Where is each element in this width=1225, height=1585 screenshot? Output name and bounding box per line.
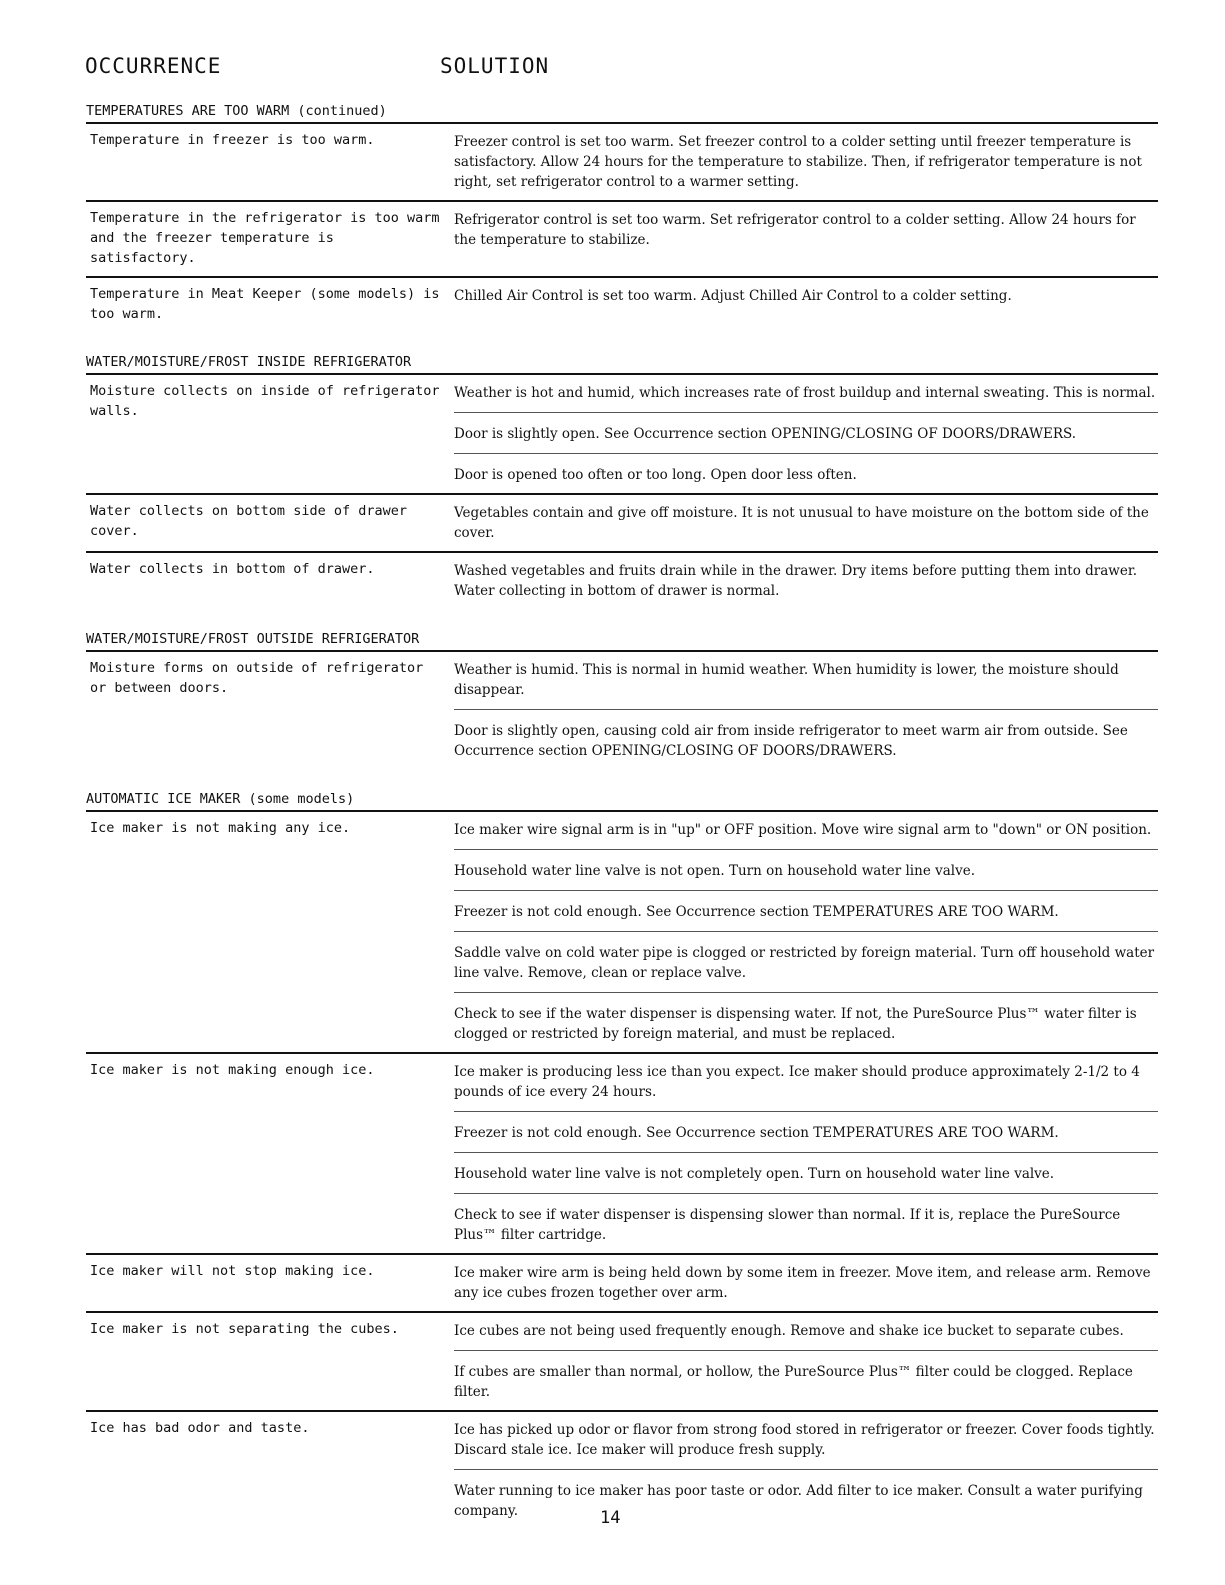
- occurrence-row: [86, 495, 1158, 553]
- solution-text: Freezer control is set too warm. Set freezer control to a colder setting until freezer temperature is satisfactory. Allow 24 hours for the temperature to stabilize. Then, if refrigerator temperature is not right, set refrigerator control to a warmer setting.: [454, 134, 1142, 190]
- section-body: [86, 375, 1158, 609]
- occurrence-row: [86, 278, 1158, 332]
- solution-text: Chilled Air Control is set too warm. Adjust Chilled Air Control to a colder setting.: [454, 288, 1012, 304]
- solution-text: Freezer is not cold enough. See Occurrence section TEMPERATURES ARE TOO WARM.: [454, 900, 1158, 932]
- occurrence-text: Temperature in Meat Keeper (some models) is too warm.: [90, 286, 440, 322]
- occurrence-text: Ice maker is not making enough ice.: [90, 1062, 375, 1078]
- occurrence-text: Temperature in freezer is too warm.: [90, 132, 375, 148]
- solution-text: Vegetables contain and give off moisture. It is not unusual to have moisture on the bottom side of the cover.: [454, 505, 1149, 541]
- solution-text: Check to see if the water dispenser is dispensing water. If not, the PureSource Plus™ water filter is clogged or restricted by foreign material, and must be replaced.: [454, 1006, 1137, 1042]
- solution-text: Door is slightly open. See Occurrence section OPENING/CLOSING OF DOORS/DRAWERS.: [454, 422, 1158, 454]
- section-title: WATER/MOISTURE/FROST OUTSIDE REFRIGERATOR: [86, 631, 420, 647]
- solution-list: [454, 818, 1158, 1044]
- occurrence-row: [86, 1255, 1158, 1313]
- occurrence-text: Ice maker is not making any ice.: [90, 820, 351, 836]
- occurrence-header: OCCURRENCE: [85, 54, 222, 78]
- solution-list: [454, 1261, 1158, 1303]
- occurrence-text: Moisture forms on outside of refrigerator or between doors.: [90, 660, 424, 696]
- solution-text: Door is slightly open, causing cold air from inside refrigerator to meet warm air from outside. See Occurrence section OPENING/CLOSING OF DOORS/DRAWERS.: [454, 723, 1128, 759]
- section-title: TEMPERATURES ARE TOO WARM (continued): [86, 103, 387, 119]
- section-title: AUTOMATIC ICE MAKER (some models): [86, 791, 355, 807]
- occurrence-row: [86, 124, 1158, 202]
- solution-text: Ice cubes are not being used frequently enough. Remove and shake ice bucket to separate cubes.: [454, 1319, 1158, 1351]
- occurrence-row: [86, 202, 1158, 278]
- solution-text: Check to see if water dispenser is dispensing slower than normal. If it is, replace the PureSource Plus™ filter cartridge.: [454, 1207, 1121, 1243]
- solution-text: Household water line valve is not completely open. Turn on household water line valve.: [454, 1162, 1158, 1194]
- solution-list: [454, 381, 1158, 485]
- solution-list: [454, 1418, 1158, 1521]
- solution-list: [454, 1060, 1158, 1245]
- solution-text: Door is opened too often or too long. Open door less often.: [454, 467, 857, 483]
- occurrence-text: Moisture collects on inside of refrigerator walls.: [90, 383, 440, 419]
- solution-text: Water running to ice maker has poor taste or odor. Add filter to ice maker. Consult a water purifying company.: [454, 1483, 1143, 1519]
- occurrence-text: Ice maker is not separating the cubes.: [90, 1321, 399, 1337]
- solution-text: Washed vegetables and fruits drain while in the drawer. Dry items before putting them into drawer. Water collecting in bottom of drawer is normal.: [454, 563, 1138, 599]
- section-title: WATER/MOISTURE/FROST INSIDE REFRIGERATOR: [86, 354, 412, 370]
- solution-text: Ice has picked up odor or flavor from strong food stored in refrigerator or freezer. Cover foods tightly. Discard stale ice. Ice maker will produce fresh supply.: [454, 1418, 1158, 1470]
- occurrence-row: [86, 812, 1158, 1054]
- page-number: 14: [600, 1508, 621, 1528]
- solution-text: Weather is humid. This is normal in humid weather. When humidity is lower, the moisture should disappear.: [454, 658, 1158, 710]
- solution-text: Refrigerator control is set too warm. Set refrigerator control to a colder setting. Allow 24 hours for the temperature to stabilize.: [454, 212, 1136, 248]
- occurrence-text: Temperature in the refrigerator is too warm and the freezer temperature is satisfactory.: [90, 210, 440, 266]
- solution-text: Ice maker wire arm is being held down by some item in freezer. Move item, and release arm. Remove any ice cubes frozen together over arm.: [454, 1265, 1151, 1301]
- solution-text: Household water line valve is not open. Turn on household water line valve.: [454, 859, 1158, 891]
- solution-text: Saddle valve on cold water pipe is clogged or restricted by foreign material. Turn off household water line valve. Remove, clean or replace valve.: [454, 941, 1158, 993]
- occurrence-row: [86, 553, 1158, 609]
- solution-text: Weather is hot and humid, which increases rate of frost buildup and internal sweating. This is normal.: [454, 381, 1158, 413]
- occurrence-text: Ice maker will not stop making ice.: [90, 1263, 375, 1279]
- solution-text: Ice maker is producing less ice than you expect. Ice maker should produce approximately 2-1/2 to 4 pounds of ice every 24 hours.: [454, 1060, 1158, 1112]
- section-body: [86, 812, 1158, 1529]
- section-body: [86, 652, 1158, 769]
- solution-list: [454, 559, 1158, 601]
- solution-list: [454, 1319, 1158, 1402]
- occurrence-row: [86, 1412, 1158, 1529]
- solution-list: [454, 208, 1158, 268]
- solution-list: [454, 130, 1158, 192]
- solution-list: [454, 284, 1158, 324]
- solution-text: Ice maker wire signal arm is in "up" or OFF position. Move wire signal arm to "down" or ON position.: [454, 818, 1158, 850]
- occurrence-text: Water collects on bottom side of drawer cover.: [90, 503, 407, 539]
- troubleshooting-table: [86, 103, 1158, 1529]
- occurrence-row: [86, 652, 1158, 769]
- solution-list: [454, 501, 1158, 543]
- occurrence-text: Ice has bad odor and taste.: [90, 1420, 310, 1436]
- solution-header: SOLUTION: [440, 54, 550, 78]
- occurrence-row: [86, 375, 1158, 495]
- solution-text: If cubes are smaller than normal, or hollow, the PureSource Plus™ filter could be clogged. Replace filter.: [454, 1364, 1133, 1400]
- occurrence-row: [86, 1313, 1158, 1412]
- occurrence-text: Water collects in bottom of drawer.: [90, 561, 375, 577]
- section-body: [86, 124, 1158, 332]
- solution-list: [454, 658, 1158, 761]
- occurrence-row: [86, 1054, 1158, 1255]
- solution-text: Freezer is not cold enough. See Occurrence section TEMPERATURES ARE TOO WARM.: [454, 1121, 1158, 1153]
